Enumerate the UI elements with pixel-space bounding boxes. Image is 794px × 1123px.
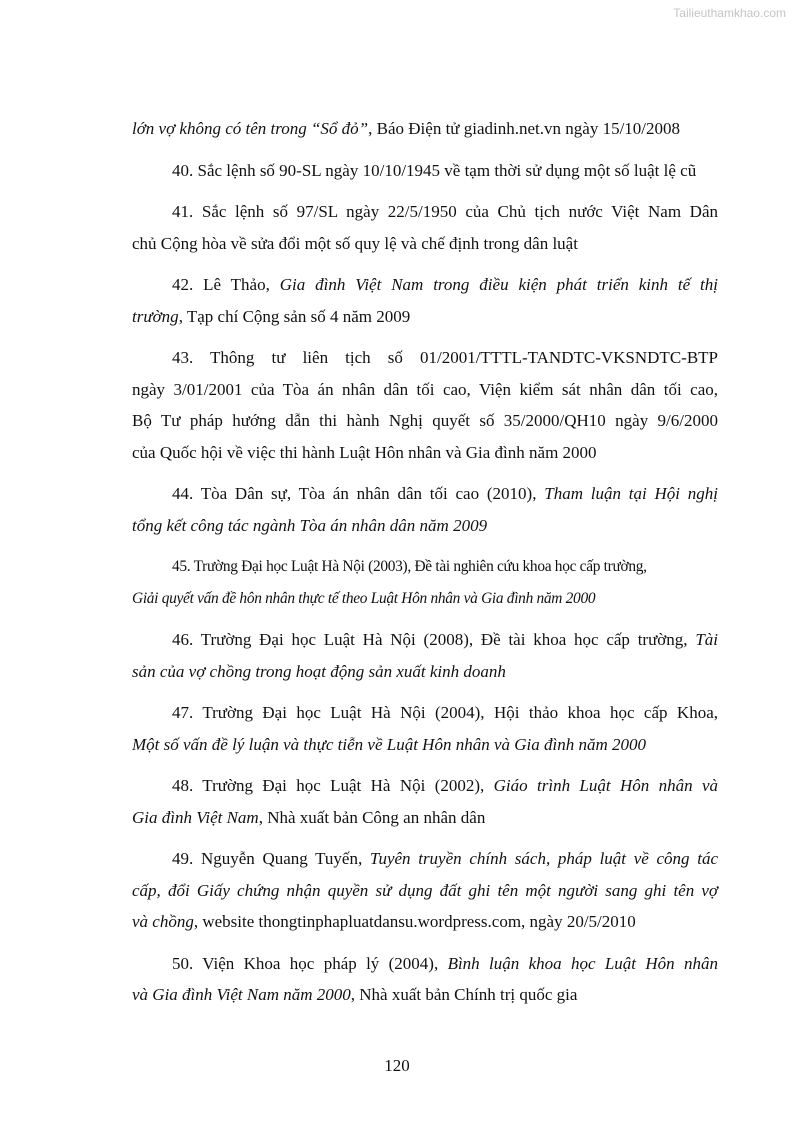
italic-title-text: Tham luận tại Hội nghị <box>544 484 718 503</box>
reference-entry-41 <box>132 196 718 259</box>
italic-title-text: Một số vấn đề lý luận và thực tiễn về Luật Hôn nhân và Gia đình năm 2000 <box>132 734 647 754</box>
reference-entry-49 <box>132 843 718 938</box>
page-number: 120 <box>384 1056 410 1075</box>
reference-entry-48 <box>132 770 718 833</box>
reference-text: của Quốc hội về việc thi hành Luật Hôn nhân và Gia đình năm 2000 <box>132 442 597 462</box>
reference-line <box>132 843 718 875</box>
reference-text: 42. Lê Thảo, <box>172 275 280 294</box>
reference-text: Bộ Tư pháp hướng dẫn thi hành Nghị quyết số 35/2000/QH10 ngày 9/6/2000 <box>132 411 718 430</box>
reference-line <box>132 342 718 374</box>
italic-title-text: Gia đình Việt Nam <box>132 807 259 827</box>
reference-line <box>132 478 718 510</box>
reference-text: 48. Trường Đại học Luật Hà Nội (2002), <box>172 776 494 795</box>
reference-entry-cont <box>132 113 718 145</box>
reference-text: 40. Sắc lệnh số 90-SL ngày 10/10/1945 về tạm thời sử dụng một số luật lệ cũ <box>172 160 697 180</box>
reference-text: 43. Thông tư liên tịch số 01/2001/TTTL-TANDTC-VKSNDTC-BTP <box>172 348 718 367</box>
reference-entry-46 <box>132 624 718 687</box>
reference-line <box>132 697 718 729</box>
italic-title-text: sản của vợ chồng trong hoạt động sản xuất kinh doanh <box>132 661 506 681</box>
reference-entry-42 <box>132 269 718 332</box>
reference-line <box>132 437 718 469</box>
reference-entry-45 <box>132 551 718 614</box>
reference-entry-47 <box>132 697 718 760</box>
reference-text: 44. Tòa Dân sự, Tòa án nhân dân tối cao (2010), <box>172 484 545 503</box>
italic-title-text: Giáo trình Luật Hôn nhân và <box>493 776 719 795</box>
reference-line <box>132 906 718 938</box>
italic-title-text: lớn vợ không có tên trong “Sổ đỏ” <box>132 119 369 138</box>
reference-text: , Báo Điện tử giadinh.net.vn ngày 15/10/2008 <box>368 119 681 138</box>
italic-title-text: và Gia đình Việt Nam năm 2000 <box>132 985 351 1004</box>
italic-title-text: Gia đình Việt Nam trong điều kiện phát triển kinh tế thị <box>279 275 718 294</box>
reference-line <box>132 510 718 542</box>
reference-entry-43 <box>132 342 718 468</box>
reference-text: 49. Nguyễn Quang Tuyến, <box>172 849 370 868</box>
reference-line <box>132 228 718 260</box>
reference-text: chủ Cộng hòa về sửa đổi một số quy lệ và chế định trong dân luật <box>132 233 578 253</box>
reference-line <box>132 875 718 907</box>
reference-text: , website thongtinphapluatdansu.wordpress.com, ngày 20/5/2010 <box>193 912 636 931</box>
italic-title-text: tổng kết công tác ngành Tòa án nhân dân năm 2009 <box>132 515 488 535</box>
reference-line <box>132 729 718 761</box>
reference-text: 46. Trường Đại học Luật Hà Nội (2008), Đề tài khoa học cấp trường, <box>172 630 696 649</box>
reference-text: ngày 3/01/2001 của Tòa án nhân dân tối cao, Viện kiểm sát nhân dân tối cao, <box>132 379 718 399</box>
reference-line <box>132 374 718 406</box>
reference-text: 41. Sắc lệnh số 97/SL ngày 22/5/1950 của Chủ tịch nước Việt Nam Dân <box>172 202 718 221</box>
reference-line <box>132 770 718 802</box>
reference-text: 50. Viện Khoa học pháp lý (2004), <box>172 953 448 973</box>
reference-text: , Nhà xuất bản Công an nhân dân <box>258 807 486 827</box>
italic-title-text: Tài <box>695 630 718 649</box>
reference-text: , Tạp chí Cộng sản số 4 năm 2009 <box>178 306 411 326</box>
reference-line <box>132 656 718 688</box>
watermark: Tailieuthamkhao.com <box>673 6 786 20</box>
reference-line <box>132 269 718 301</box>
reference-line <box>132 113 718 145</box>
reference-line <box>132 624 718 656</box>
reference-entry-50 <box>132 948 718 1011</box>
reference-line <box>132 196 718 228</box>
reference-line <box>132 301 718 333</box>
reference-text: , Nhà xuất bản Chính trị quốc gia <box>350 985 578 1004</box>
reference-text: 47. Trường Đại học Luật Hà Nội (2004), Hội thảo khoa học cấp Khoa, <box>172 703 718 722</box>
reference-text: 45. Trường Đại học Luật Hà Nội (2003), Đề tài nghiên cứu khoa học cấp trường, <box>172 558 647 575</box>
reference-line <box>132 405 718 437</box>
italic-title-text: Bình luận khoa học Luật Hôn nhân <box>447 953 718 973</box>
italic-title-text: cấp, đổi Giấy chứng nhận quyền sử dụng đất ghi tên một người sang ghi tên vợ <box>132 880 718 900</box>
reference-line <box>132 802 718 834</box>
reference-line <box>132 155 718 187</box>
italic-title-text: trường <box>132 306 179 326</box>
reference-entry-44 <box>132 478 718 541</box>
reference-entry-40 <box>132 155 718 187</box>
italic-title-text: và chồng <box>132 912 194 931</box>
reference-line <box>132 583 718 615</box>
reference-line <box>132 551 718 583</box>
reference-line <box>132 979 718 1011</box>
reference-line <box>132 948 718 980</box>
italic-title-text: Giải quyết vấn đề hôn nhân thực tế theo Luật Hôn nhân và Gia đình năm 2000 <box>132 589 596 607</box>
reference-list <box>132 113 718 1021</box>
italic-title-text: Tuyên truyền chính sách, pháp luật về công tác <box>369 849 718 868</box>
